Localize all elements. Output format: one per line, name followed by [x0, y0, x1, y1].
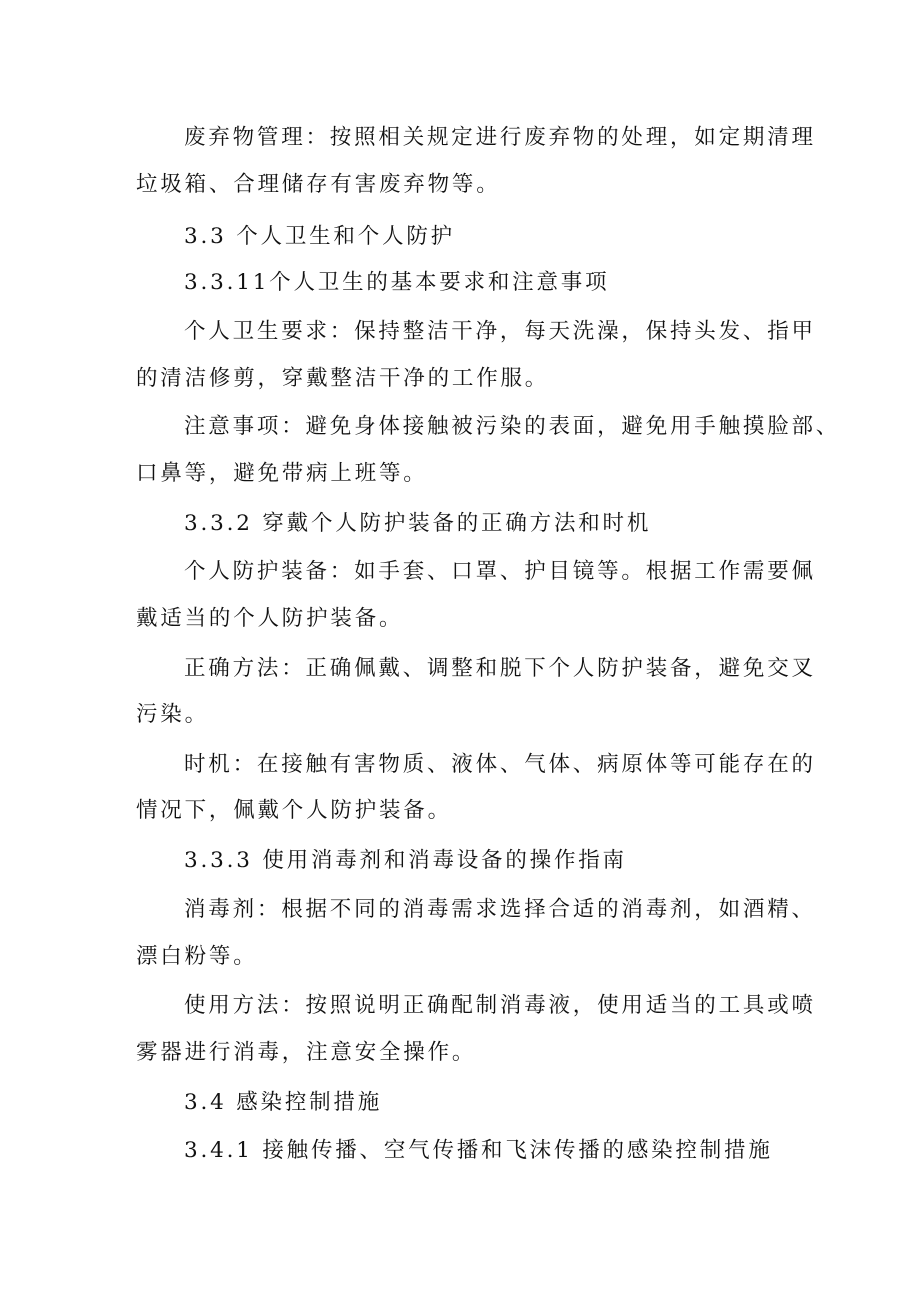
paragraph-waste-management-line-2: 垃圾箱、合理储存有害废弃物等。: [136, 172, 501, 197]
heading-3-3-3: 3.3.3 使用消毒剂和消毒设备的操作指南: [184, 848, 627, 873]
paragraph-hygiene-requirements-line-1: 个人卫生要求：保持整洁干净，每天洗澡，保持头发、指甲: [184, 319, 816, 344]
paragraph-precautions-line-1: 注意事项：避免身体接触被污染的表面，避免用手触摸脸部、: [184, 414, 841, 439]
heading-3-3-1: 3.3.11个人卫生的基本要求和注意事项: [184, 270, 610, 295]
paragraph-disinfectant-line-1: 消毒剂：根据不同的消毒需求选择合适的消毒剂，如酒精、: [184, 897, 816, 922]
paragraph-precautions-line-2: 口鼻等，避免带病上班等。: [136, 461, 428, 486]
paragraph-waste-management-line-1: 废弃物管理：按照相关规定进行废弃物的处理，如定期清理: [184, 125, 816, 150]
paragraph-usage-method-line-1: 使用方法：按照说明正确配制消毒液，使用适当的工具或喷: [184, 993, 816, 1018]
paragraph-usage-method-line-2: 雾器进行消毒，注意安全操作。: [136, 1040, 477, 1065]
paragraph-ppe-line-2: 戴适当的个人防护装备。: [136, 606, 404, 631]
paragraph-timing-line-1: 时机：在接触有害物质、液体、气体、病原体等可能存在的: [184, 752, 816, 777]
paragraph-ppe-line-1: 个人防护装备：如手套、口罩、护目镜等。根据工作需要佩: [184, 559, 816, 584]
heading-3-4-1: 3.4.1 接触传播、空气传播和飞沫传播的感染控制措施: [184, 1138, 773, 1163]
paragraph-correct-method-line-1: 正确方法：正确佩戴、调整和脱下个人防护装备，避免交叉: [184, 656, 816, 681]
paragraph-correct-method-line-2: 污染。: [136, 702, 209, 727]
paragraph-disinfectant-line-2: 漂白粉等。: [136, 944, 258, 969]
paragraph-hygiene-requirements-line-2: 的清洁修剪，穿戴整洁干净的工作服。: [136, 366, 550, 391]
heading-3-3: 3.3 个人卫生和个人防护: [184, 224, 455, 249]
heading-3-3-2: 3.3.2 穿戴个人防护装备的正确方法和时机: [184, 511, 652, 536]
paragraph-timing-line-2: 情况下，佩戴个人防护装备。: [136, 798, 452, 823]
heading-3-4: 3.4 感染控制措施: [184, 1090, 383, 1115]
